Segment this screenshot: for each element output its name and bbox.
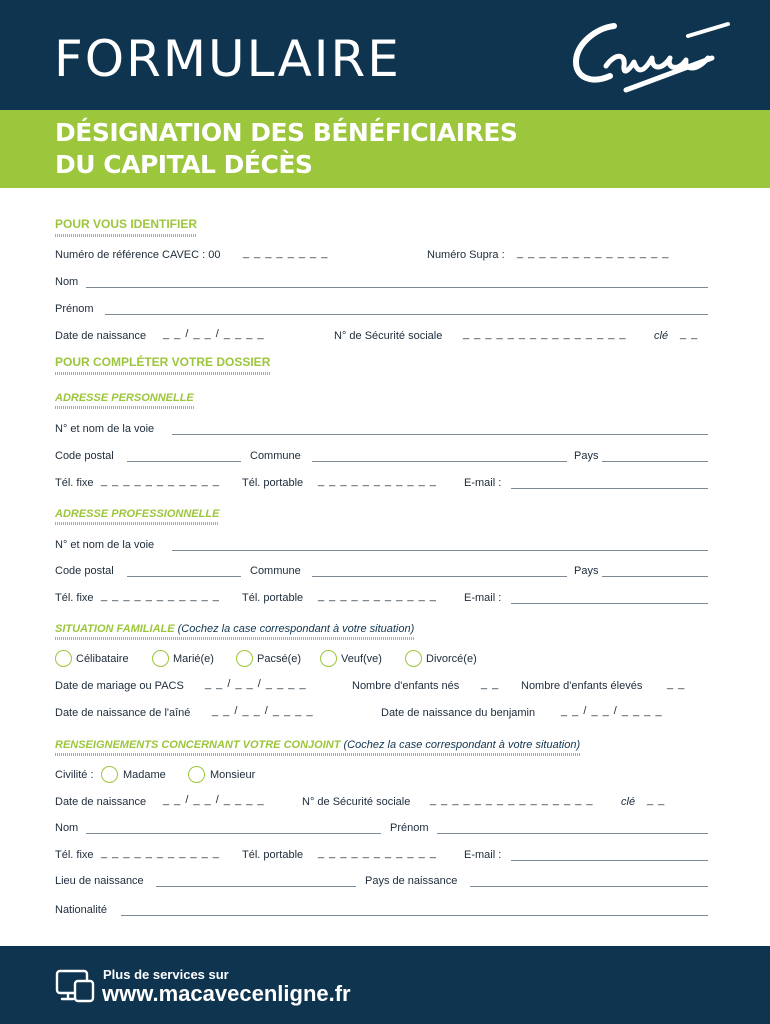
footer-url-link[interactable]: www.macavecenligne.fr	[102, 981, 351, 1006]
banner-line-2: DU CAPITAL DÉCÈS	[55, 150, 313, 179]
conjoint-email-field[interactable]	[511, 860, 708, 861]
conjoint-ssn-field[interactable]: _ _ _ _ _ _ _ _ _ _ _ _ _ _ _	[430, 794, 594, 806]
ref-cavec-label: Numéro de référence CAVEC : 00	[55, 249, 221, 261]
conjoint-dob-label: Date de naissance	[55, 796, 147, 808]
madame-label: Madame	[123, 769, 166, 781]
conjoint-ssn-label: N° de Sécurité sociale	[302, 796, 411, 808]
pro-cp-field[interactable]	[127, 576, 241, 577]
banner-line-1: DÉSIGNATION DES BÉNÉFICIAIRES	[55, 118, 518, 147]
perso-pays-field[interactable]	[602, 461, 708, 462]
radio-divorce[interactable]	[405, 650, 422, 667]
supra-field[interactable]: _ _ _ _ _ _ _ _ _ _ _ _ _ _	[517, 247, 670, 259]
pro-email-field[interactable]	[511, 603, 708, 604]
option-celibataire-label: Célibataire	[76, 653, 129, 665]
mariage-field[interactable]: _ _ / _ _ / _ _ _ _	[205, 678, 307, 690]
nom-label: Nom	[55, 276, 79, 288]
perso-email-field[interactable]	[511, 488, 708, 489]
perso-email-label: E-mail :	[464, 477, 502, 489]
enfants-eleves-field[interactable]: _ _	[667, 678, 686, 690]
enfants-eleves-label: Nombre d'enfants élevés	[521, 680, 643, 692]
pro-email-label: E-mail :	[464, 592, 502, 604]
conjoint-heading-text: RENSEIGNEMENTS CONCERNANT VOTRE CONJOINT	[55, 739, 341, 751]
radio-monsieur[interactable]	[188, 766, 205, 783]
perso-commune-label: Commune	[250, 450, 301, 462]
conjoint-prenom-field[interactable]	[437, 833, 708, 834]
conjoint-dob-field[interactable]: _ _ / _ _ / _ _ _ _	[163, 794, 265, 806]
cle-label: clé	[654, 330, 669, 342]
section-dossier-heading: POUR COMPLÉTER VOTRE DOSSIER	[55, 355, 271, 369]
dob-field[interactable]: _ _ / _ _ / _ _ _ _	[163, 328, 265, 340]
dob-label: Date de naissance	[55, 330, 147, 342]
perso-cp-label: Code postal	[55, 450, 114, 462]
option-pacse-label: Pacsé(e)	[257, 653, 302, 665]
situation-heading	[55, 623, 414, 635]
conjoint-tel-fixe-field[interactable]: _ _ _ _ _ _ _ _ _ _ _	[101, 847, 220, 859]
pro-cp-label: Code postal	[55, 565, 114, 577]
option-marie-label: Marié(e)	[173, 653, 214, 665]
option-divorce-label: Divorcé(e)	[426, 653, 477, 665]
radio-celibataire[interactable]	[55, 650, 72, 667]
form-title: FORMULAIRE	[54, 30, 401, 88]
option-veuf-label: Veuf(ve)	[341, 653, 382, 665]
cavec-logo	[566, 12, 736, 104]
conjoint-nom-label: Nom	[55, 822, 79, 834]
perso-tel-fixe-field[interactable]: _ _ _ _ _ _ _ _ _ _ _	[101, 475, 220, 487]
header	[0, 0, 770, 110]
ref-cavec-field[interactable]: _ _ _ _ _ _ _ _	[243, 247, 329, 259]
cle-field[interactable]: _ _	[680, 328, 699, 340]
conjoint-nationalite-field[interactable]	[121, 915, 708, 916]
aine-label: Date de naissance de l'aîné	[55, 707, 191, 719]
radio-pacse[interactable]	[236, 650, 253, 667]
benjamin-label: Date de naissance du benjamin	[381, 707, 536, 719]
civilite-label: Civilité :	[55, 769, 94, 781]
enfants-nes-field[interactable]: _ _	[481, 678, 500, 690]
perso-pays-label: Pays	[574, 450, 599, 462]
conjoint-cle-field[interactable]: _ _	[647, 794, 666, 806]
perso-commune-field[interactable]	[312, 461, 567, 462]
conjoint-tel-fixe-label: Tél. fixe	[55, 849, 94, 861]
nom-field[interactable]	[86, 287, 708, 288]
conjoint-heading	[55, 739, 580, 751]
pro-tel-fixe-label: Tél. fixe	[55, 592, 94, 604]
pro-commune-field[interactable]	[312, 576, 567, 577]
aine-field[interactable]: _ _ / _ _ / _ _ _ _	[212, 705, 314, 717]
conjoint-tel-port-field[interactable]: _ _ _ _ _ _ _ _ _ _ _	[318, 847, 437, 859]
devices-icon	[54, 968, 98, 1004]
adresse-pro-heading: ADRESSE PROFESSIONNELLE	[55, 508, 220, 520]
perso-tel-port-field[interactable]: _ _ _ _ _ _ _ _ _ _ _	[318, 475, 437, 487]
conjoint-pays-label: Pays de naissance	[365, 875, 458, 887]
situation-heading-text: SITUATION FAMILIALE	[55, 623, 175, 635]
ssn-label: N° de Sécurité sociale	[334, 330, 443, 342]
prenom-label: Prénom	[55, 303, 94, 315]
conjoint-prenom-label: Prénom	[390, 822, 429, 834]
conjoint-tel-port-label: Tél. portable	[242, 849, 304, 861]
pro-pays-label: Pays	[574, 565, 599, 577]
perso-cp-field[interactable]	[127, 461, 241, 462]
pro-tel-port-field[interactable]: _ _ _ _ _ _ _ _ _ _ _	[318, 590, 437, 602]
conjoint-email-label: E-mail :	[464, 849, 502, 861]
perso-tel-port-label: Tél. portable	[242, 477, 304, 489]
pro-voie-label: N° et nom de la voie	[55, 539, 155, 551]
conjoint-pays-field[interactable]	[470, 886, 708, 887]
ssn-field[interactable]: _ _ _ _ _ _ _ _ _ _ _ _ _ _ _	[463, 328, 627, 340]
perso-tel-fixe-label: Tél. fixe	[55, 477, 94, 489]
conjoint-nom-field[interactable]	[86, 833, 381, 834]
conjoint-note: (Cochez la case correspondant à votre situation)	[343, 739, 581, 751]
pro-voie-field[interactable]	[172, 550, 708, 551]
pro-commune-label: Commune	[250, 565, 301, 577]
radio-madame[interactable]	[101, 766, 118, 783]
radio-marie[interactable]	[152, 650, 169, 667]
monsieur-label: Monsieur	[210, 769, 256, 781]
footer-services-label: Plus de services sur	[103, 967, 229, 982]
footer	[0, 946, 770, 1024]
mariage-label: Date de mariage ou PACS	[55, 680, 184, 692]
conjoint-cle-label: clé	[621, 796, 636, 808]
perso-voie-label: N° et nom de la voie	[55, 423, 155, 435]
perso-voie-field[interactable]	[172, 434, 708, 435]
pro-tel-fixe-field[interactable]: _ _ _ _ _ _ _ _ _ _ _	[101, 590, 220, 602]
section-identifier-heading: POUR VOUS IDENTIFIER	[55, 217, 198, 231]
adresse-perso-heading: ADRESSE PERSONNELLE	[55, 392, 194, 404]
situation-note: (Cochez la case correspondant à votre situation)	[177, 623, 415, 635]
radio-veuf[interactable]	[320, 650, 337, 667]
pro-tel-port-label: Tél. portable	[242, 592, 304, 604]
enfants-nes-label: Nombre d'enfants nés	[352, 680, 460, 692]
prenom-field[interactable]	[105, 314, 708, 315]
conjoint-lieu-field[interactable]	[156, 886, 356, 887]
conjoint-lieu-label: Lieu de naissance	[55, 875, 144, 887]
benjamin-field[interactable]: _ _ / _ _ / _ _ _ _	[561, 705, 663, 717]
supra-label: Numéro Supra :	[427, 249, 505, 261]
conjoint-nationalite-label: Nationalité	[55, 904, 107, 916]
pro-pays-field[interactable]	[602, 576, 708, 577]
title-banner	[0, 110, 770, 188]
